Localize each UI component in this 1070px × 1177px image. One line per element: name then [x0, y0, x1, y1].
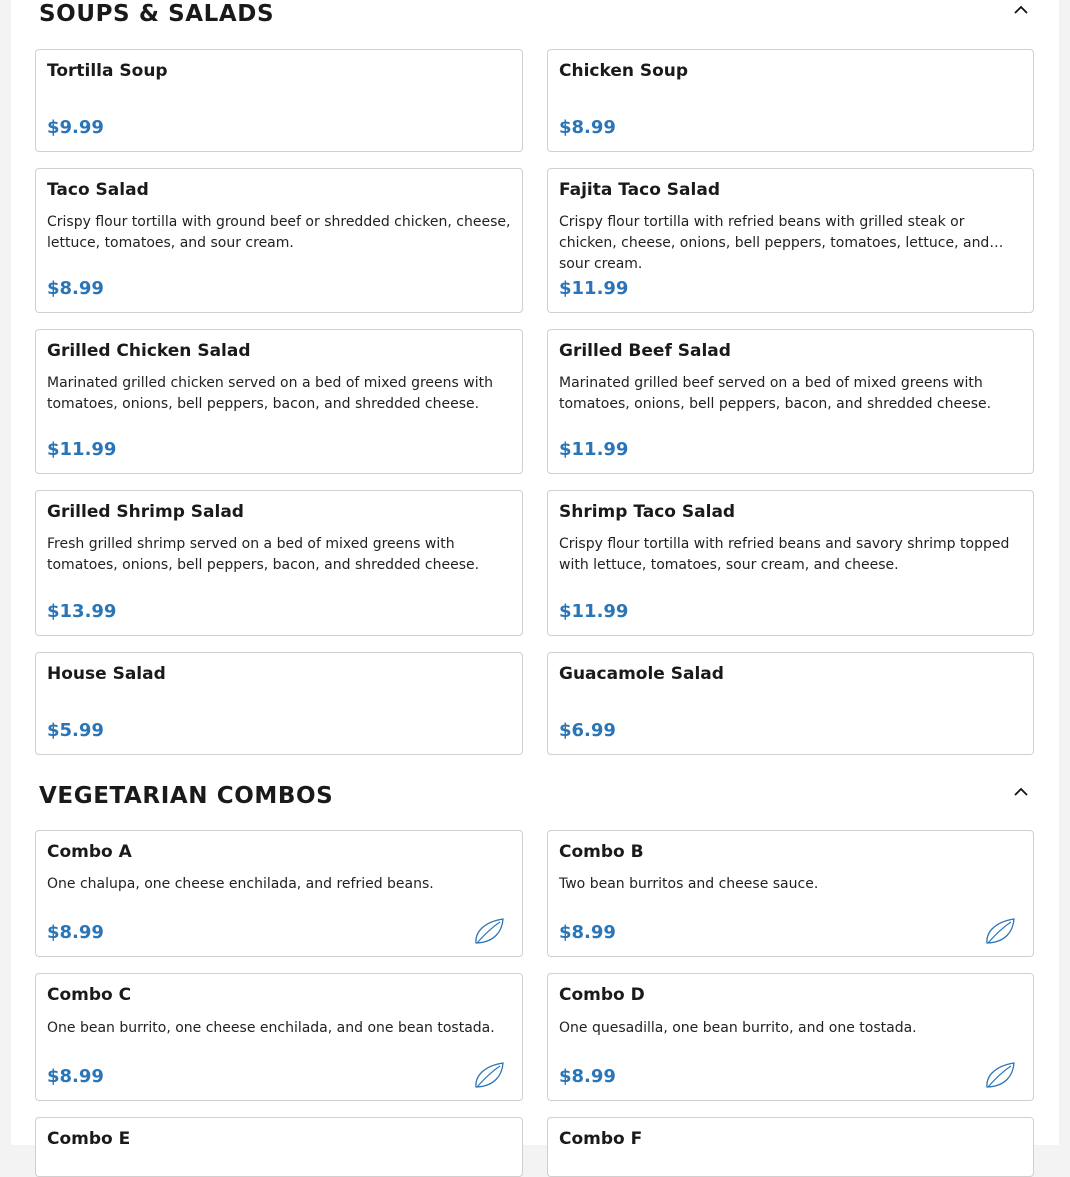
item-name: Grilled Chicken Salad	[47, 341, 251, 361]
section-title: VEGETARIAN COMBOS	[39, 783, 334, 809]
menu-item-card[interactable]	[547, 830, 1034, 957]
item-price: $8.99	[559, 1066, 616, 1087]
menu-page	[11, 0, 1059, 1149]
menu-item-card[interactable]	[547, 973, 1034, 1101]
soups-salads-grid	[35, 49, 1034, 755]
item-description: One quesadilla, one bean burrito, and one tostada.	[559, 1020, 917, 1036]
item-name: Combo F	[559, 1129, 643, 1149]
menu-item-card[interactable]	[547, 168, 1034, 313]
item-name: Combo D	[559, 985, 645, 1005]
section-header-soups-salads	[11, 0, 1059, 40]
item-name: Tortilla Soup	[47, 61, 168, 81]
menu-item-card[interactable]	[35, 49, 523, 152]
item-price: $8.99	[47, 1066, 104, 1087]
item-description: Two bean burritos and cheese sauce.	[559, 876, 819, 892]
section-header-vegetarian-combos	[11, 782, 1059, 822]
chevron-up-icon	[1013, 5, 1029, 15]
item-name: Grilled Beef Salad	[559, 341, 731, 361]
item-price: $11.99	[47, 439, 117, 460]
item-name: Guacamole Salad	[559, 664, 724, 684]
item-description: Crispy flour tortilla with refried beans with grilled steak or chicken, cheese, onions, bell peppers, tomatoes, lettuce, and sour cream.	[559, 214, 990, 272]
menu-item-card[interactable]	[35, 830, 523, 957]
menu-item-card[interactable]	[547, 652, 1034, 755]
item-price: $8.99	[47, 278, 104, 299]
item-name: Chicken Soup	[559, 61, 689, 81]
leaf-icon	[983, 1060, 1017, 1090]
item-price: $11.99	[559, 439, 629, 460]
item-name: Fajita Taco Salad	[559, 180, 720, 200]
menu-item-card[interactable]	[547, 490, 1034, 636]
item-description: Crispy flour tortilla with ground beef or shredded chicken, cheese, lettuce, tomatoes, and sour cream.	[47, 214, 511, 251]
collapse-section-button[interactable]	[1009, 0, 1033, 20]
item-description: Crispy flour tortilla with refried beans and savory shrimp topped with lettuce, tomatoes, sour cream, and cheese.	[559, 536, 1010, 573]
item-description: One bean burrito, one cheese enchilada, and one bean tostada.	[47, 1020, 495, 1036]
item-price: $11.99	[559, 601, 629, 622]
leaf-icon	[472, 916, 506, 946]
item-name: Combo B	[559, 842, 644, 862]
item-description: Marinated grilled beef served on a bed of mixed greens with tomatoes, onions, bell peppers, bacon, and shredded cheese.	[559, 375, 992, 412]
item-price: $8.99	[559, 117, 616, 138]
item-name: Shrimp Taco Salad	[559, 502, 736, 522]
collapse-section-button[interactable]	[1009, 782, 1033, 802]
item-price: $8.99	[559, 922, 616, 943]
item-description: Fresh grilled shrimp served on a bed of mixed greens with tomatoes, onions, bell peppers, bacon, and shredded cheese.	[47, 536, 480, 573]
item-price: $13.99	[47, 601, 117, 622]
menu-item-card[interactable]	[35, 652, 523, 755]
item-name: Combo A	[47, 842, 132, 862]
item-name: House Salad	[47, 664, 166, 684]
item-price: $9.99	[47, 117, 104, 138]
item-description: Marinated grilled chicken served on a bed of mixed greens with tomatoes, onions, bell peppers, bacon, and shredded cheese.	[47, 375, 493, 412]
leaf-icon	[983, 916, 1017, 946]
item-name: Combo E	[47, 1129, 131, 1149]
menu-item-card[interactable]	[35, 329, 523, 474]
leaf-icon	[472, 1060, 506, 1090]
menu-item-card[interactable]	[35, 973, 523, 1101]
item-description: One chalupa, one cheese enchilada, and refried beans.	[47, 876, 434, 892]
menu-item-card[interactable]	[547, 1117, 1034, 1177]
menu-item-card[interactable]	[35, 168, 523, 313]
menu-item-card[interactable]	[547, 329, 1034, 474]
item-name: Combo C	[47, 985, 132, 1005]
item-name: Grilled Shrimp Salad	[47, 502, 244, 522]
item-price: $5.99	[47, 720, 104, 741]
item-price: $8.99	[47, 922, 104, 943]
chevron-up-icon	[1013, 787, 1029, 797]
menu-item-card[interactable]	[547, 49, 1034, 152]
section-title: SOUPS & SALADS	[39, 1, 275, 27]
vegetarian-combos-grid	[35, 830, 1034, 1177]
item-price: $11.99	[559, 278, 629, 299]
menu-item-card[interactable]	[35, 490, 523, 636]
item-price: $6.99	[559, 720, 616, 741]
item-name: Taco Salad	[47, 180, 149, 200]
menu-item-card[interactable]	[35, 1117, 523, 1177]
